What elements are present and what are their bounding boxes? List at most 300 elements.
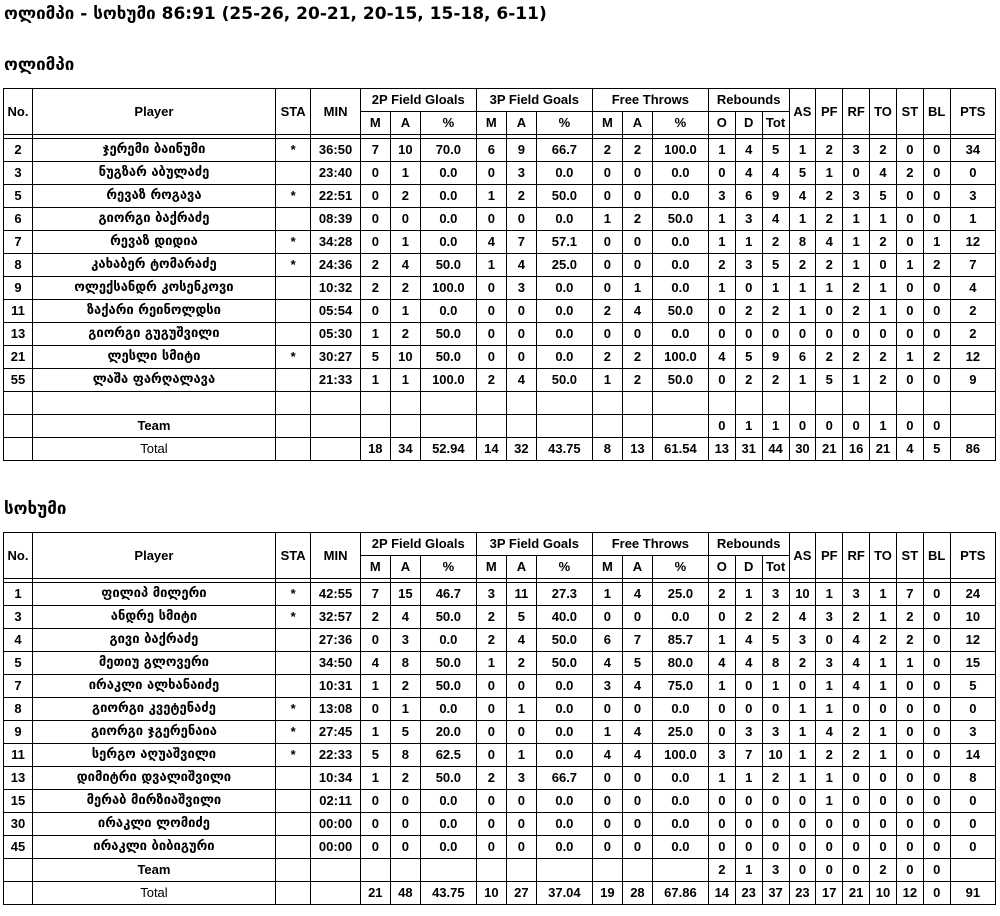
stat-tot: 2: [762, 231, 789, 254]
total-rf: 21: [843, 882, 870, 905]
stat-m2: [360, 392, 390, 415]
stat-mf: 0: [592, 836, 622, 859]
stat-a3: 3: [506, 277, 536, 300]
stat-pf: 3: [816, 606, 843, 629]
stat-pf: 80.0: [652, 652, 708, 675]
stat-pts: 15: [950, 652, 995, 675]
stat-pf: 50.0: [652, 208, 708, 231]
stat-as: 1: [789, 300, 816, 323]
total-to: 21: [870, 438, 897, 461]
stat-mf: 4: [592, 744, 622, 767]
team-number: [4, 859, 33, 882]
stat-bl: 0: [923, 629, 950, 652]
stat-o: 1: [708, 675, 735, 698]
minutes-played: 00:00: [311, 813, 360, 836]
total-number: [4, 438, 33, 461]
box-score-table-home: [3, 88, 996, 461]
col-subheader-m: M: [592, 112, 622, 135]
total-m2: 18: [360, 438, 390, 461]
total-d: 23: [735, 882, 762, 905]
stat-as: 1: [789, 208, 816, 231]
player-number: 9: [4, 277, 33, 300]
stat-a3: 4: [506, 629, 536, 652]
stat-d: 5: [735, 346, 762, 369]
empty-cell: [536, 859, 592, 882]
stat-d: 3: [735, 208, 762, 231]
stat-st: 1: [896, 652, 923, 675]
stat-tot: 10: [762, 744, 789, 767]
empty-cell: [275, 882, 310, 905]
stat-pf: 0: [816, 813, 843, 836]
player-name: [33, 392, 276, 415]
stat-o: 1: [708, 139, 735, 162]
stat-rf: 0: [843, 767, 870, 790]
minutes-played: 34:28: [311, 231, 360, 254]
starter-mark: [275, 813, 310, 836]
stat-p3: 25.0: [536, 254, 592, 277]
stat-as: 0: [789, 836, 816, 859]
stat-tot: 4: [762, 208, 789, 231]
stat-a2: 0: [390, 813, 420, 836]
stat-to: 2: [870, 231, 897, 254]
player-name: ზაქარი რეინოლდსი: [33, 300, 276, 323]
minutes-played: 32:57: [311, 606, 360, 629]
stat-a3: 0: [506, 790, 536, 813]
stat-p3: 0.0: [536, 675, 592, 698]
stat-as: 0: [789, 790, 816, 813]
stat-p2: 50.0: [420, 652, 476, 675]
player-name: სერგო აღუაშვილი: [33, 744, 276, 767]
player-row: [4, 698, 996, 721]
player-number: 7: [4, 675, 33, 698]
stat-pts: 2: [950, 300, 995, 323]
player-number: 55: [4, 369, 33, 392]
empty-cell: [622, 415, 652, 438]
stat-o: 1: [708, 277, 735, 300]
stat-pf: [816, 392, 843, 415]
stat-d: 2: [735, 606, 762, 629]
stat-a2: 1: [390, 162, 420, 185]
minutes-played: 22:51: [311, 185, 360, 208]
col-header-ft: Free Throws: [592, 533, 708, 556]
stat-mf: 0: [592, 277, 622, 300]
stat-to: 1: [870, 721, 897, 744]
stat-af: 0: [622, 254, 652, 277]
stat-mf: 2: [592, 300, 622, 323]
empty-cell: [420, 859, 476, 882]
stat-m3: 4: [476, 231, 506, 254]
total-a2: 34: [390, 438, 420, 461]
stat-pts: 24: [950, 583, 995, 606]
total-pts: 86: [950, 438, 995, 461]
stat-st: 2: [896, 629, 923, 652]
minutes-played: 42:55: [311, 583, 360, 606]
player-row: [4, 721, 996, 744]
stat-pf: 0: [816, 629, 843, 652]
player-name: გიორგი კვეტენაძე: [33, 698, 276, 721]
team-title-home: ოლიმპი: [4, 55, 75, 75]
stat-st: 0: [896, 744, 923, 767]
player-number: 8: [4, 254, 33, 277]
empty-cell: [311, 438, 360, 461]
col-header-no: No.: [4, 533, 33, 579]
col-subheader-tot: Tot: [762, 112, 789, 135]
stat-mf: 0: [592, 813, 622, 836]
total-d: 31: [735, 438, 762, 461]
player-number: 5: [4, 652, 33, 675]
minutes-played: 22:33: [311, 744, 360, 767]
starter-mark: *: [275, 231, 310, 254]
stat-pf: 5: [816, 369, 843, 392]
player-number: 8: [4, 698, 33, 721]
stat-rf: 1: [843, 369, 870, 392]
stat-pts: 34: [950, 139, 995, 162]
stat-as: 1: [789, 744, 816, 767]
stat-a2: 1: [390, 698, 420, 721]
stat-pf: 0.0: [652, 254, 708, 277]
total-mf: 8: [592, 438, 622, 461]
col-header-bl: BL: [923, 89, 950, 135]
stat-tot: 1: [762, 277, 789, 300]
stat-st: 0: [896, 369, 923, 392]
minutes-played: 36:50: [311, 139, 360, 162]
total-mf: 19: [592, 882, 622, 905]
starter-mark: [275, 277, 310, 300]
col-subheader-m: M: [476, 556, 506, 579]
player-number: 13: [4, 767, 33, 790]
stat-p2: [420, 392, 476, 415]
stat-as: 1: [789, 369, 816, 392]
stat-o: 0: [708, 415, 735, 438]
stat-pf: 0: [816, 836, 843, 859]
player-row: [4, 583, 996, 606]
stat-pf: 75.0: [652, 675, 708, 698]
stat-to: 1: [870, 415, 897, 438]
stat-pf: 50.0: [652, 369, 708, 392]
stat-p2: 50.0: [420, 606, 476, 629]
stat-p3: 0.0: [536, 300, 592, 323]
stat-af: 0: [622, 836, 652, 859]
stat-tot: 5: [762, 139, 789, 162]
stat-p3: 0.0: [536, 836, 592, 859]
stat-a2: 2: [390, 185, 420, 208]
stat-a2: 0: [390, 836, 420, 859]
stat-rf: 3: [843, 139, 870, 162]
starter-mark: *: [275, 185, 310, 208]
col-header-3p: 3P Field Goals: [476, 533, 592, 556]
stat-to: 4: [870, 162, 897, 185]
stat-as: 0: [789, 813, 816, 836]
stat-af: 2: [622, 208, 652, 231]
col-header-sta: STA: [275, 533, 310, 579]
col-header-to: TO: [870, 533, 897, 579]
col-subheader-a: A: [622, 112, 652, 135]
stat-to: 1: [870, 583, 897, 606]
stat-af: 0: [622, 606, 652, 629]
stat-to: 2: [870, 369, 897, 392]
stat-pf: 0.0: [652, 162, 708, 185]
total-number: [4, 882, 33, 905]
player-number: 4: [4, 629, 33, 652]
empty-cell: [536, 415, 592, 438]
total-m3: 10: [476, 882, 506, 905]
player-row: [4, 767, 996, 790]
stat-as: 4: [789, 606, 816, 629]
stat-o: 0: [708, 162, 735, 185]
stat-pf: 1: [816, 767, 843, 790]
stat-pf: 0.0: [652, 323, 708, 346]
stat-o: 1: [708, 208, 735, 231]
stat-pf: 25.0: [652, 721, 708, 744]
stat-o: 2: [708, 583, 735, 606]
stat-tot: 2: [762, 369, 789, 392]
stat-af: 0: [622, 767, 652, 790]
total-label: Total: [33, 438, 276, 461]
stat-tot: 0: [762, 813, 789, 836]
player-number: 7: [4, 231, 33, 254]
stat-a3: 7: [506, 231, 536, 254]
stat-bl: 0: [923, 415, 950, 438]
starter-mark: *: [275, 698, 310, 721]
stat-af: 2: [622, 139, 652, 162]
minutes-played: 10:34: [311, 767, 360, 790]
stat-bl: [923, 392, 950, 415]
stat-pts: [950, 415, 995, 438]
stat-mf: 0: [592, 254, 622, 277]
stat-pf: 0: [816, 323, 843, 346]
stat-m2: 0: [360, 208, 390, 231]
stat-m3: 0: [476, 208, 506, 231]
stat-p2: 50.0: [420, 346, 476, 369]
col-header-min: MIN: [311, 533, 360, 579]
player-name: მეთიუ გლოვერი: [33, 652, 276, 675]
total-tot: 37: [762, 882, 789, 905]
stat-pf: 1: [816, 790, 843, 813]
total-label: Total: [33, 882, 276, 905]
stat-to: 0: [870, 698, 897, 721]
stat-st: 0: [896, 721, 923, 744]
stat-mf: 3: [592, 675, 622, 698]
stat-to: 0: [870, 813, 897, 836]
stat-o: 3: [708, 185, 735, 208]
stat-bl: 0: [923, 721, 950, 744]
player-row: [4, 346, 996, 369]
col-subheader-a: A: [506, 112, 536, 135]
stat-m2: 1: [360, 721, 390, 744]
stat-as: 1: [789, 277, 816, 300]
stat-af: 2: [622, 346, 652, 369]
player-name: ნუგზარ აბულაძე: [33, 162, 276, 185]
stat-m3: 0: [476, 721, 506, 744]
total-af: 28: [622, 882, 652, 905]
stat-o: 3: [708, 744, 735, 767]
player-number: 1: [4, 583, 33, 606]
stat-rf: 0: [843, 790, 870, 813]
stat-m3: 1: [476, 652, 506, 675]
stat-pf: 0.0: [652, 698, 708, 721]
stat-bl: 0: [923, 767, 950, 790]
stat-to: 2: [870, 629, 897, 652]
stat-tot: 0: [762, 836, 789, 859]
total-tot: 44: [762, 438, 789, 461]
player-number: [4, 392, 33, 415]
stat-m2: 0: [360, 231, 390, 254]
empty-cell: [275, 438, 310, 461]
stat-p3: 0.0: [536, 721, 592, 744]
player-name: რევაზ როგავა: [33, 185, 276, 208]
stat-p2: 20.0: [420, 721, 476, 744]
stat-af: 4: [622, 744, 652, 767]
stat-pf: 1: [816, 277, 843, 300]
stat-mf: 1: [592, 583, 622, 606]
empty-cell: [390, 415, 420, 438]
stat-m3: 1: [476, 185, 506, 208]
stat-m3: 0: [476, 813, 506, 836]
empty-cell: [275, 415, 310, 438]
stat-pf: 2: [816, 346, 843, 369]
stat-bl: 1: [923, 231, 950, 254]
starter-mark: [275, 790, 310, 813]
stat-af: 0: [622, 813, 652, 836]
col-subheader-d: D: [735, 112, 762, 135]
stat-d: [735, 392, 762, 415]
total-pf: 21: [816, 438, 843, 461]
player-row: [4, 369, 996, 392]
stat-d: 0: [735, 813, 762, 836]
player-name: ირაკლი ალხანაიძე: [33, 675, 276, 698]
stat-p2: 0.0: [420, 208, 476, 231]
stat-pts: 3: [950, 185, 995, 208]
stat-as: 1: [789, 767, 816, 790]
team-label: Team: [33, 415, 276, 438]
stat-to: 1: [870, 744, 897, 767]
minutes-played: [311, 392, 360, 415]
stat-rf: 2: [843, 346, 870, 369]
stat-rf: 1: [843, 231, 870, 254]
starter-mark: [275, 162, 310, 185]
stat-p2: 50.0: [420, 323, 476, 346]
stat-m3: 0: [476, 300, 506, 323]
minutes-played: 13:08: [311, 698, 360, 721]
stat-a2: 3: [390, 629, 420, 652]
stat-pf: 2: [816, 254, 843, 277]
player-row: [4, 790, 996, 813]
empty-cell: [311, 882, 360, 905]
stat-tot: 2: [762, 300, 789, 323]
total-st: 4: [896, 438, 923, 461]
stat-bl: 0: [923, 606, 950, 629]
stat-o: 4: [708, 652, 735, 675]
player-row: [4, 139, 996, 162]
total-a3: 32: [506, 438, 536, 461]
stat-as: 2: [789, 254, 816, 277]
stat-to: 1: [870, 606, 897, 629]
col-subheader-pct: %: [536, 556, 592, 579]
stat-as: 10: [789, 583, 816, 606]
stat-rf: 2: [843, 300, 870, 323]
stat-bl: 0: [923, 583, 950, 606]
stat-as: 5: [789, 162, 816, 185]
col-subheader-pct: %: [652, 556, 708, 579]
stat-pf: 0.0: [652, 606, 708, 629]
col-header-3p: 3P Field Goals: [476, 89, 592, 112]
stat-st: 0: [896, 415, 923, 438]
stat-bl: 0: [923, 744, 950, 767]
stat-as: 4: [789, 185, 816, 208]
empty-cell: [592, 859, 622, 882]
stat-o: 4: [708, 346, 735, 369]
stat-a3: 0: [506, 208, 536, 231]
stat-o: 0: [708, 836, 735, 859]
stat-o: 0: [708, 813, 735, 836]
stat-bl: 0: [923, 162, 950, 185]
player-number: 21: [4, 346, 33, 369]
stat-pf: 1: [816, 583, 843, 606]
stat-pts: 0: [950, 162, 995, 185]
stat-bl: 0: [923, 139, 950, 162]
stat-pf: 50.0: [652, 300, 708, 323]
stat-pf: 0.0: [652, 836, 708, 859]
total-pf: 61.54: [652, 438, 708, 461]
stat-rf: 2: [843, 606, 870, 629]
stat-tot: 9: [762, 346, 789, 369]
col-subheader-a: A: [390, 556, 420, 579]
starter-mark: [275, 392, 310, 415]
player-number: 45: [4, 836, 33, 859]
stat-a2: 0: [390, 790, 420, 813]
player-row: [4, 652, 996, 675]
stat-m2: 2: [360, 606, 390, 629]
stat-p3: 57.1: [536, 231, 592, 254]
stat-p3: 66.7: [536, 139, 592, 162]
stat-p2: 100.0: [420, 277, 476, 300]
stat-mf: 0: [592, 698, 622, 721]
player-row: [4, 813, 996, 836]
stat-pts: 8: [950, 767, 995, 790]
stat-pf: 25.0: [652, 583, 708, 606]
stat-to: 0: [870, 790, 897, 813]
player-row: [4, 208, 996, 231]
team-title-away: სოხუმი: [4, 499, 67, 519]
stat-rf: 2: [843, 277, 870, 300]
player-row: [4, 675, 996, 698]
col-header-2p: 2P Field Gloals: [360, 89, 476, 112]
stat-pf: 100.0: [652, 346, 708, 369]
player-row: [4, 323, 996, 346]
stat-tot: 0: [762, 698, 789, 721]
col-subheader-m: M: [360, 112, 390, 135]
stat-pts: 0: [950, 698, 995, 721]
stat-m2: 5: [360, 744, 390, 767]
stat-d: 0: [735, 277, 762, 300]
stat-m2: 0: [360, 836, 390, 859]
stat-mf: 1: [592, 369, 622, 392]
stat-p2: 100.0: [420, 369, 476, 392]
starter-mark: [275, 767, 310, 790]
player-row: [4, 231, 996, 254]
stat-rf: 3: [843, 583, 870, 606]
stat-p3: 50.0: [536, 369, 592, 392]
stat-af: 2: [622, 369, 652, 392]
team-row: [4, 415, 996, 438]
stat-d: 1: [735, 583, 762, 606]
stat-pts: 9: [950, 369, 995, 392]
empty-cell: [476, 859, 506, 882]
player-name: მერაბ მირზიაშვილი: [33, 790, 276, 813]
player-number: 5: [4, 185, 33, 208]
stat-st: 0: [896, 675, 923, 698]
stat-pf: 0: [816, 415, 843, 438]
